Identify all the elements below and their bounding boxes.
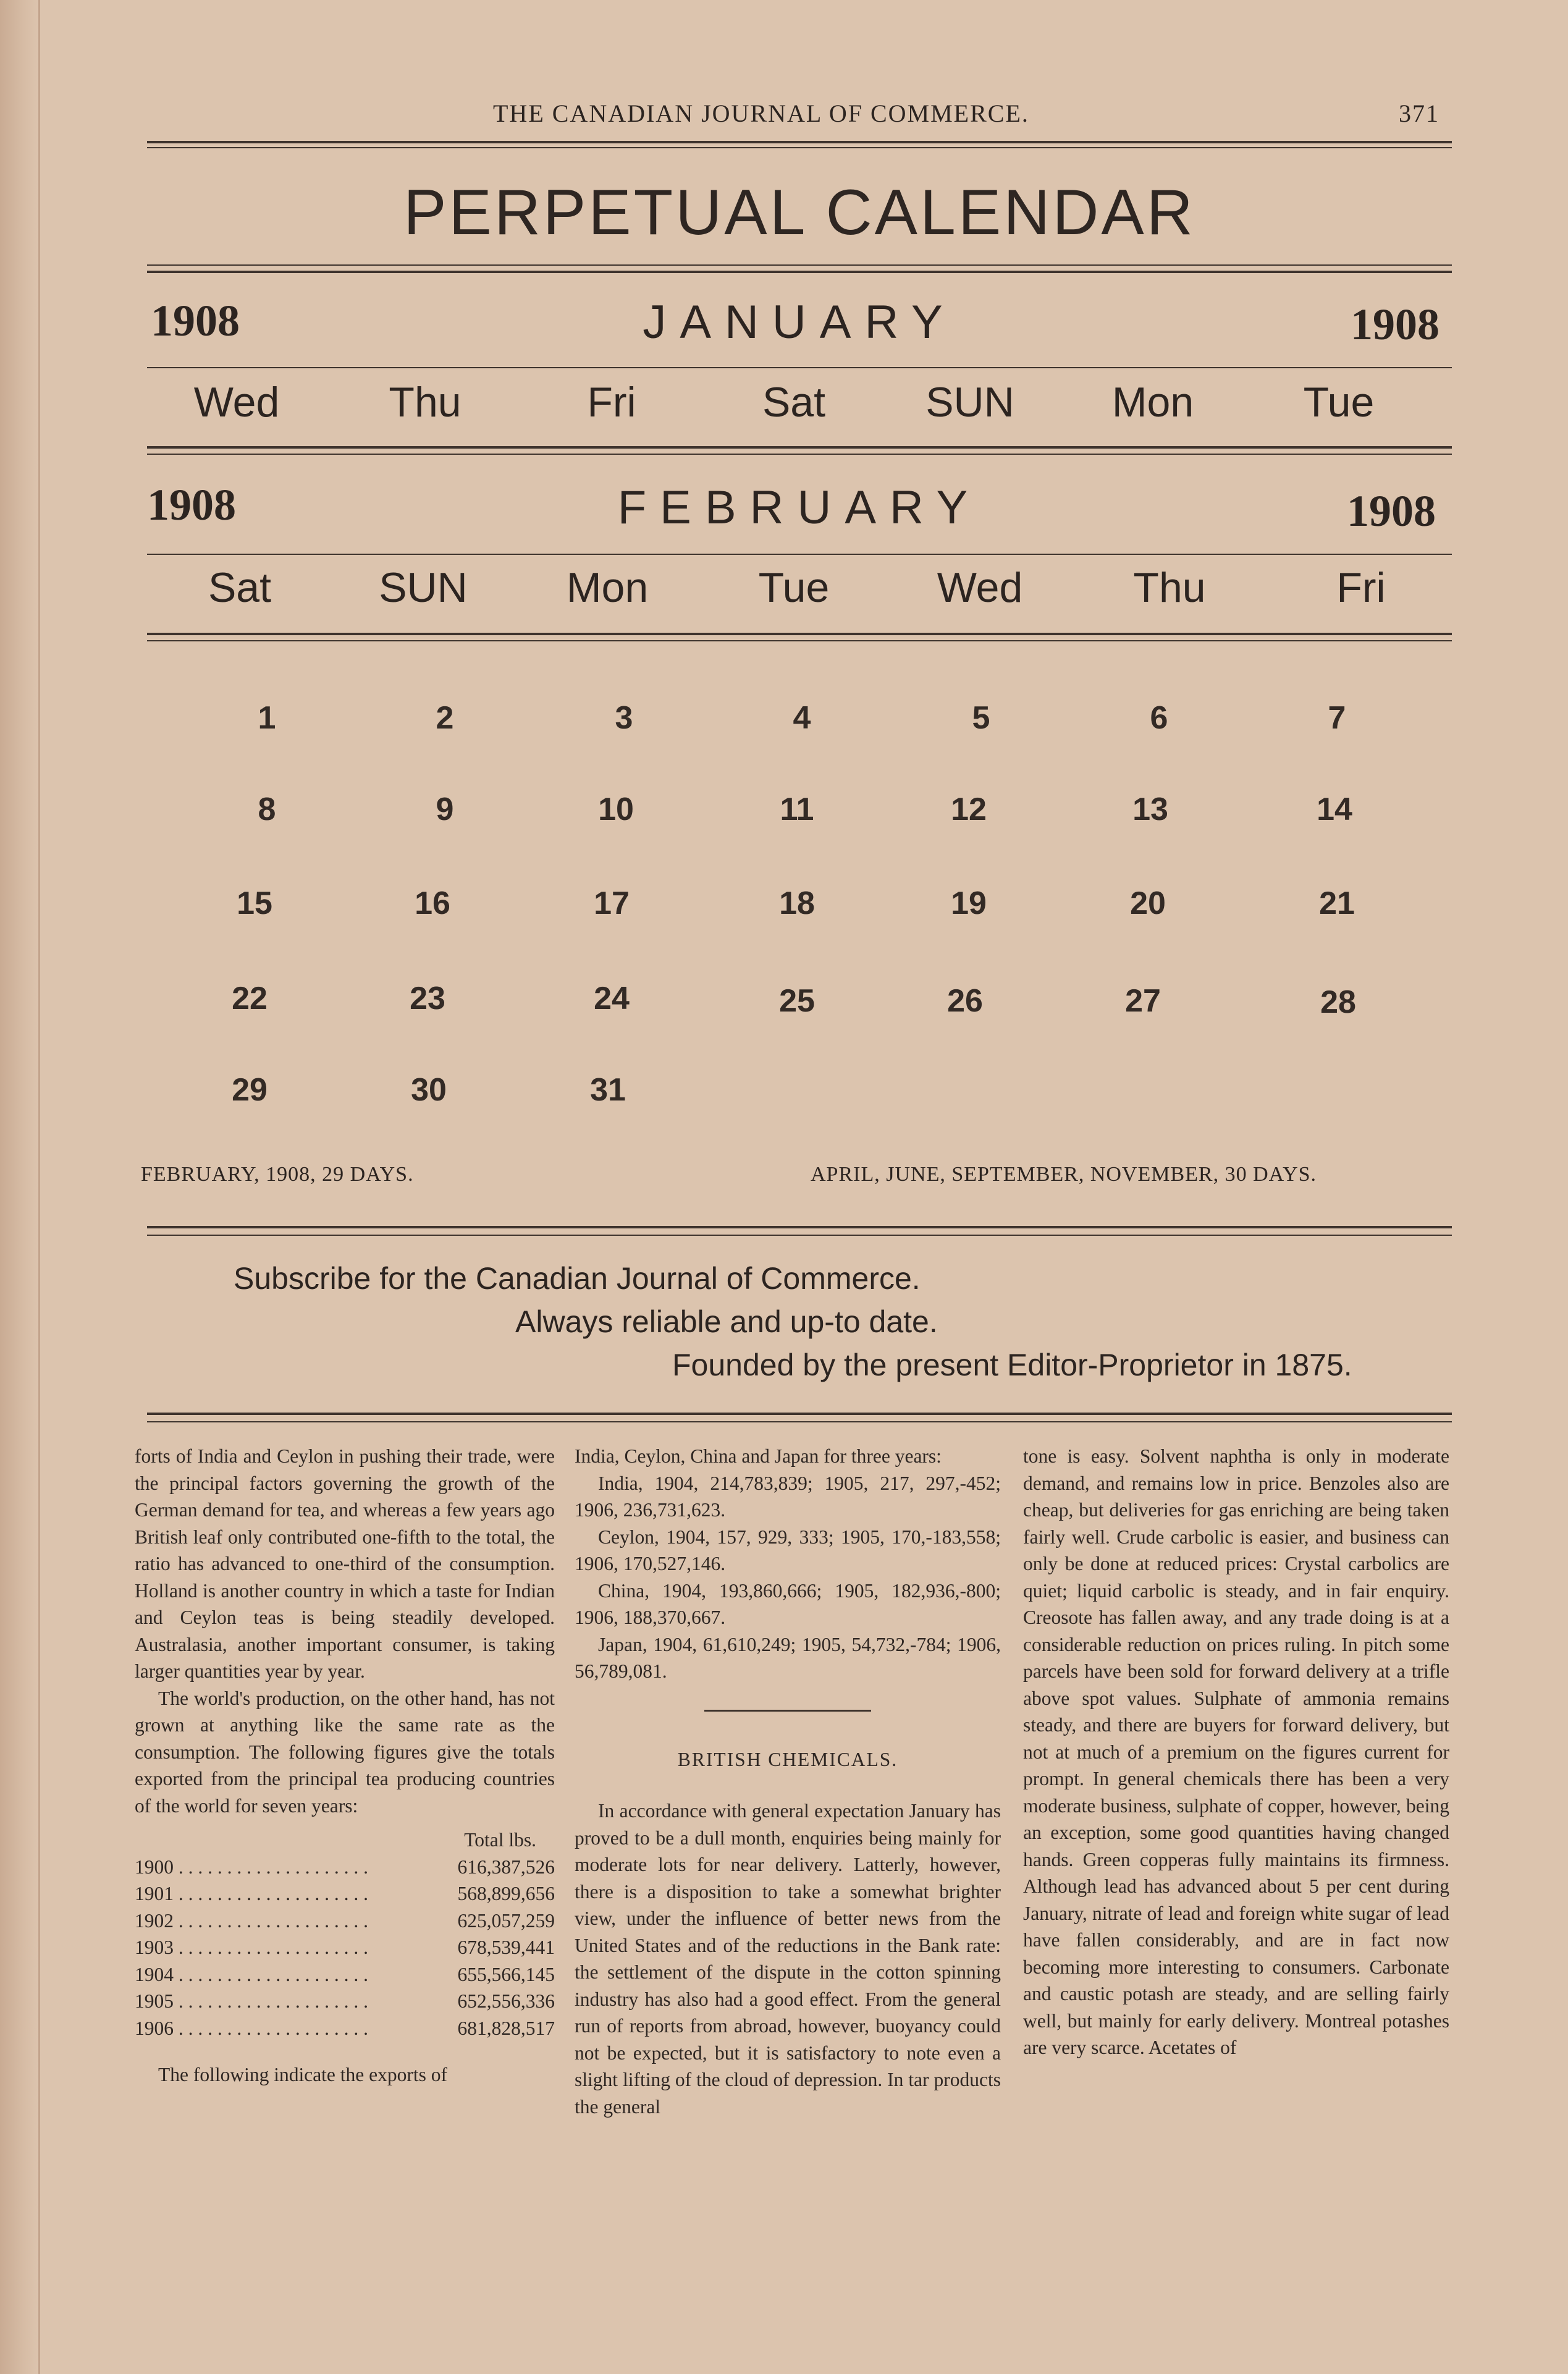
date-cell: 20: [1130, 885, 1166, 921]
running-head: [147, 99, 1452, 130]
col2-india-figures: India, 1904, 214,783,839; 1905, 217, 297,-452; 1906, 236,731,623.: [575, 1472, 1001, 1521]
date-cell: 31: [590, 1072, 626, 1108]
calendar-bottom-rule-thin: [147, 1235, 1452, 1236]
date-cell: 8: [258, 792, 276, 827]
february-day-4: Tue: [758, 564, 830, 611]
january-bottom-rule: [147, 446, 1452, 449]
date-cell: 12: [951, 792, 987, 827]
col1-paragraph-1: forts of India and Ceylon in pushing their trade, were the principal factors governing the growth of the German demand for tea, and whereas a few years ago British leaf only contributed one-fifth to the total, the ratio has advanced to one-third of the consumption. Holland is another country in which a taste for Indian and Ceylon teas is being steadily developed. Australasia, another important consumer, is taking larger quantities year by year.: [135, 1445, 555, 1682]
date-cell: 10: [598, 792, 634, 827]
date-cell: 30: [411, 1072, 447, 1108]
date-cell: 9: [436, 792, 454, 827]
date-cell: 6: [1150, 700, 1168, 736]
date-cell: 16: [415, 885, 450, 921]
tea-export-table: [135, 1854, 555, 2042]
col2-ceylon-figures: Ceylon, 1904, 157, 929, 333; 1905, 170,-183,558; 1906, 170,527,146.: [575, 1526, 1001, 1574]
date-cell: 18: [779, 885, 815, 921]
january-day-7: Tue: [1303, 379, 1375, 426]
january-year-right: 1908: [1351, 300, 1439, 349]
date-cell: 25: [779, 983, 815, 1019]
february-year-right: 1908: [1347, 486, 1436, 536]
col3-paragraph-1: tone is easy. Solvent naphtha is only in moderate demand, and remains low in price. Benzoles also are cheap, but deliveries for gas enriching are being taken fairly well. Crude carbolic is easier, and business can only be done at reduced prices: Crystal carbolics are quiet; liquid carbolic is steady, and in fair enquiry. Creosote has fallen away, and any trade doing is at a considerable reduction on prices ruling. In pitch some parcels have been sold for forward delivery at a trifle above spot values. Sulphate of ammonia remains steady, and there are buyers for forward delivery, but not at much of a premium on the figures current for prompt. In general chemicals there has been a very moderate business, sulphate of copper, however, being an exception, some good quantities having changed hands. Green copperas fully maintains its firmness. Although lead has advanced about 5 per cent during January, nitrate of lead and foreign white sugar of lead have fallen considerably, and are in fact now becoming more interesting to consumers. Carbonate and caustic potash are steady, and are selling fairly well, but mainly for early delivery. Montreal potashes are very scarce. Acetates of: [1023, 1445, 1449, 2058]
february-month-label: FEBRUARY: [617, 481, 982, 534]
date-cell: 14: [1317, 792, 1352, 827]
page-number: 371: [1399, 99, 1439, 127]
col2-paragraph-2: In accordance with general expectation January has proved to be a dull month, enquiries being mainly for moderate lots for near delivery. Latterly, however, there is a disposition to take a somewhat brighter view, under the influence of better news from the United States and of the reductions in the Bank rate: the settlement of the dispute in the cotton spinning industry has also had a good effect. From the general run of reports from abroad, however, buoyancy could not be expected, but it is satisfactory to note even a slight lifting of the cloud of depression. In tar products the general: [575, 1800, 1001, 2118]
february-day-6: Thu: [1133, 564, 1206, 611]
january-day-3: Fri: [587, 379, 636, 426]
january-day-1: Wed: [193, 379, 280, 426]
table-row: 1906 . . . . . . . . . . . . . . . . . . . . 681,828,517: [135, 2017, 555, 2039]
thirty-days-note: APRIL, JUNE, SEPTEMBER, NOVEMBER, 30 DAYS.: [811, 1163, 1317, 1186]
promo-subscribe: Subscribe for the Canadian Journal of Commerce.: [234, 1261, 921, 1296]
date-cell: 2: [436, 700, 454, 736]
date-cell: 29: [232, 1072, 268, 1108]
promo-bottom-rule: [147, 1413, 1452, 1415]
january-rule: [147, 367, 1452, 368]
january-day-row: [147, 378, 1452, 434]
promo-reliable: Always reliable and up-to date.: [515, 1304, 938, 1339]
section-title: BRITISH CHEMICALS.: [677, 1748, 898, 1770]
february-bottom-rule-thin: [147, 640, 1452, 641]
table-row: 1901 . . . . . . . . . . . . . . . . . . . . 568,899,656: [135, 1883, 555, 1904]
col2-japan-figures: Japan, 1904, 61,610,249; 1905, 54,732,-784; 1906, 56,789,081.: [575, 1633, 1001, 1682]
date-cell: 17: [594, 885, 630, 921]
article-column-2: [575, 1443, 1001, 2120]
journal-title: THE CANADIAN JOURNAL OF COMMERCE.: [493, 99, 1029, 127]
section-divider: [704, 1710, 871, 1712]
page-margin-edge: [0, 0, 40, 2374]
promo-founded: Founded by the present Editor-Proprietor in 1875.: [672, 1348, 1352, 1382]
january-bottom-rule-thin: [147, 454, 1452, 455]
date-cell: 11: [780, 792, 814, 827]
january-year-left: 1908: [151, 296, 240, 345]
date-cell: 3: [615, 700, 633, 736]
col2-paragraph-1: India, Ceylon, China and Japan for three years:: [575, 1445, 942, 1467]
february-day-2: SUN: [379, 564, 468, 611]
article-column-3: [1023, 1443, 1449, 2061]
table-row: 1905 . . . . . . . . . . . . . . . . . . . . 652,556,336: [135, 1990, 555, 2012]
col1-paragraph-3: The following indicate the exports of: [158, 2064, 447, 2085]
february-days-note: FEBRUARY, 1908, 29 DAYS.: [141, 1163, 414, 1186]
january-day-5: SUN: [925, 379, 1014, 426]
calendar-title: PERPETUAL CALENDAR: [403, 177, 1195, 248]
article-column-1: [135, 1443, 555, 2089]
february-rule: [147, 554, 1452, 555]
date-cell: 13: [1132, 792, 1168, 827]
date-cell: 15: [237, 885, 272, 921]
table-row: 1900 . . . . . . . . . . . . . . . . . . . . 616,387,526: [135, 1856, 555, 1878]
table-row: 1902 . . . . . . . . . . . . . . . . . . . . 625,057,259: [135, 1909, 555, 1932]
february-day-1: Sat: [208, 564, 272, 611]
date-cell: 7: [1328, 700, 1346, 736]
date-cell: 23: [410, 981, 445, 1016]
table-row: 1903 . . . . . . . . . . . . . . . . . . . . 678,539,441: [135, 1937, 555, 1958]
february-day-3: Mon: [566, 564, 649, 611]
date-cell: 28: [1320, 984, 1356, 1020]
title-rule: [147, 271, 1452, 273]
date-cell: 26: [947, 983, 983, 1019]
february-day-row: [147, 564, 1452, 619]
february-day-7: Fri: [1336, 564, 1386, 611]
february-bottom-rule: [147, 633, 1452, 635]
date-cell: 24: [594, 981, 630, 1016]
january-day-4: Sat: [762, 379, 826, 426]
header-rule-thin: [147, 147, 1452, 148]
header-rule: [147, 141, 1452, 143]
calendar-bottom-rule: [147, 1226, 1452, 1228]
date-cell: 21: [1319, 885, 1355, 921]
date-cell: 19: [951, 885, 987, 921]
february-day-5: Wed: [937, 564, 1023, 611]
february-year-left: 1908: [147, 480, 236, 530]
table-row: 1904 . . . . . . . . . . . . . . . . . . . . 655,566,145: [135, 1963, 555, 1985]
january-month-label: JANUARY: [643, 296, 956, 348]
date-cell: 22: [232, 981, 268, 1016]
col2-china-figures: China, 1904, 193,860,666; 1905, 182,936,-800; 1906, 188,370,667.: [575, 1579, 1001, 1628]
date-cell: 5: [972, 700, 990, 736]
january-day-6: Mon: [1111, 379, 1194, 426]
date-cell: 27: [1125, 983, 1161, 1019]
tea-table-header: Total lbs.: [464, 1829, 536, 1851]
col1-paragraph-2: The world's production, on the other hand, has not grown at anything like the same rate as the consumption. The following figures give the totals exported from the principal tea producing countries of the world for seven years:: [135, 1687, 555, 1817]
date-cell: 1: [258, 700, 276, 736]
title-rule-thin: [147, 264, 1452, 266]
january-day-2: Thu: [389, 379, 462, 426]
promo-bottom-rule-thin: [147, 1421, 1452, 1422]
date-cell: 4: [793, 700, 811, 736]
